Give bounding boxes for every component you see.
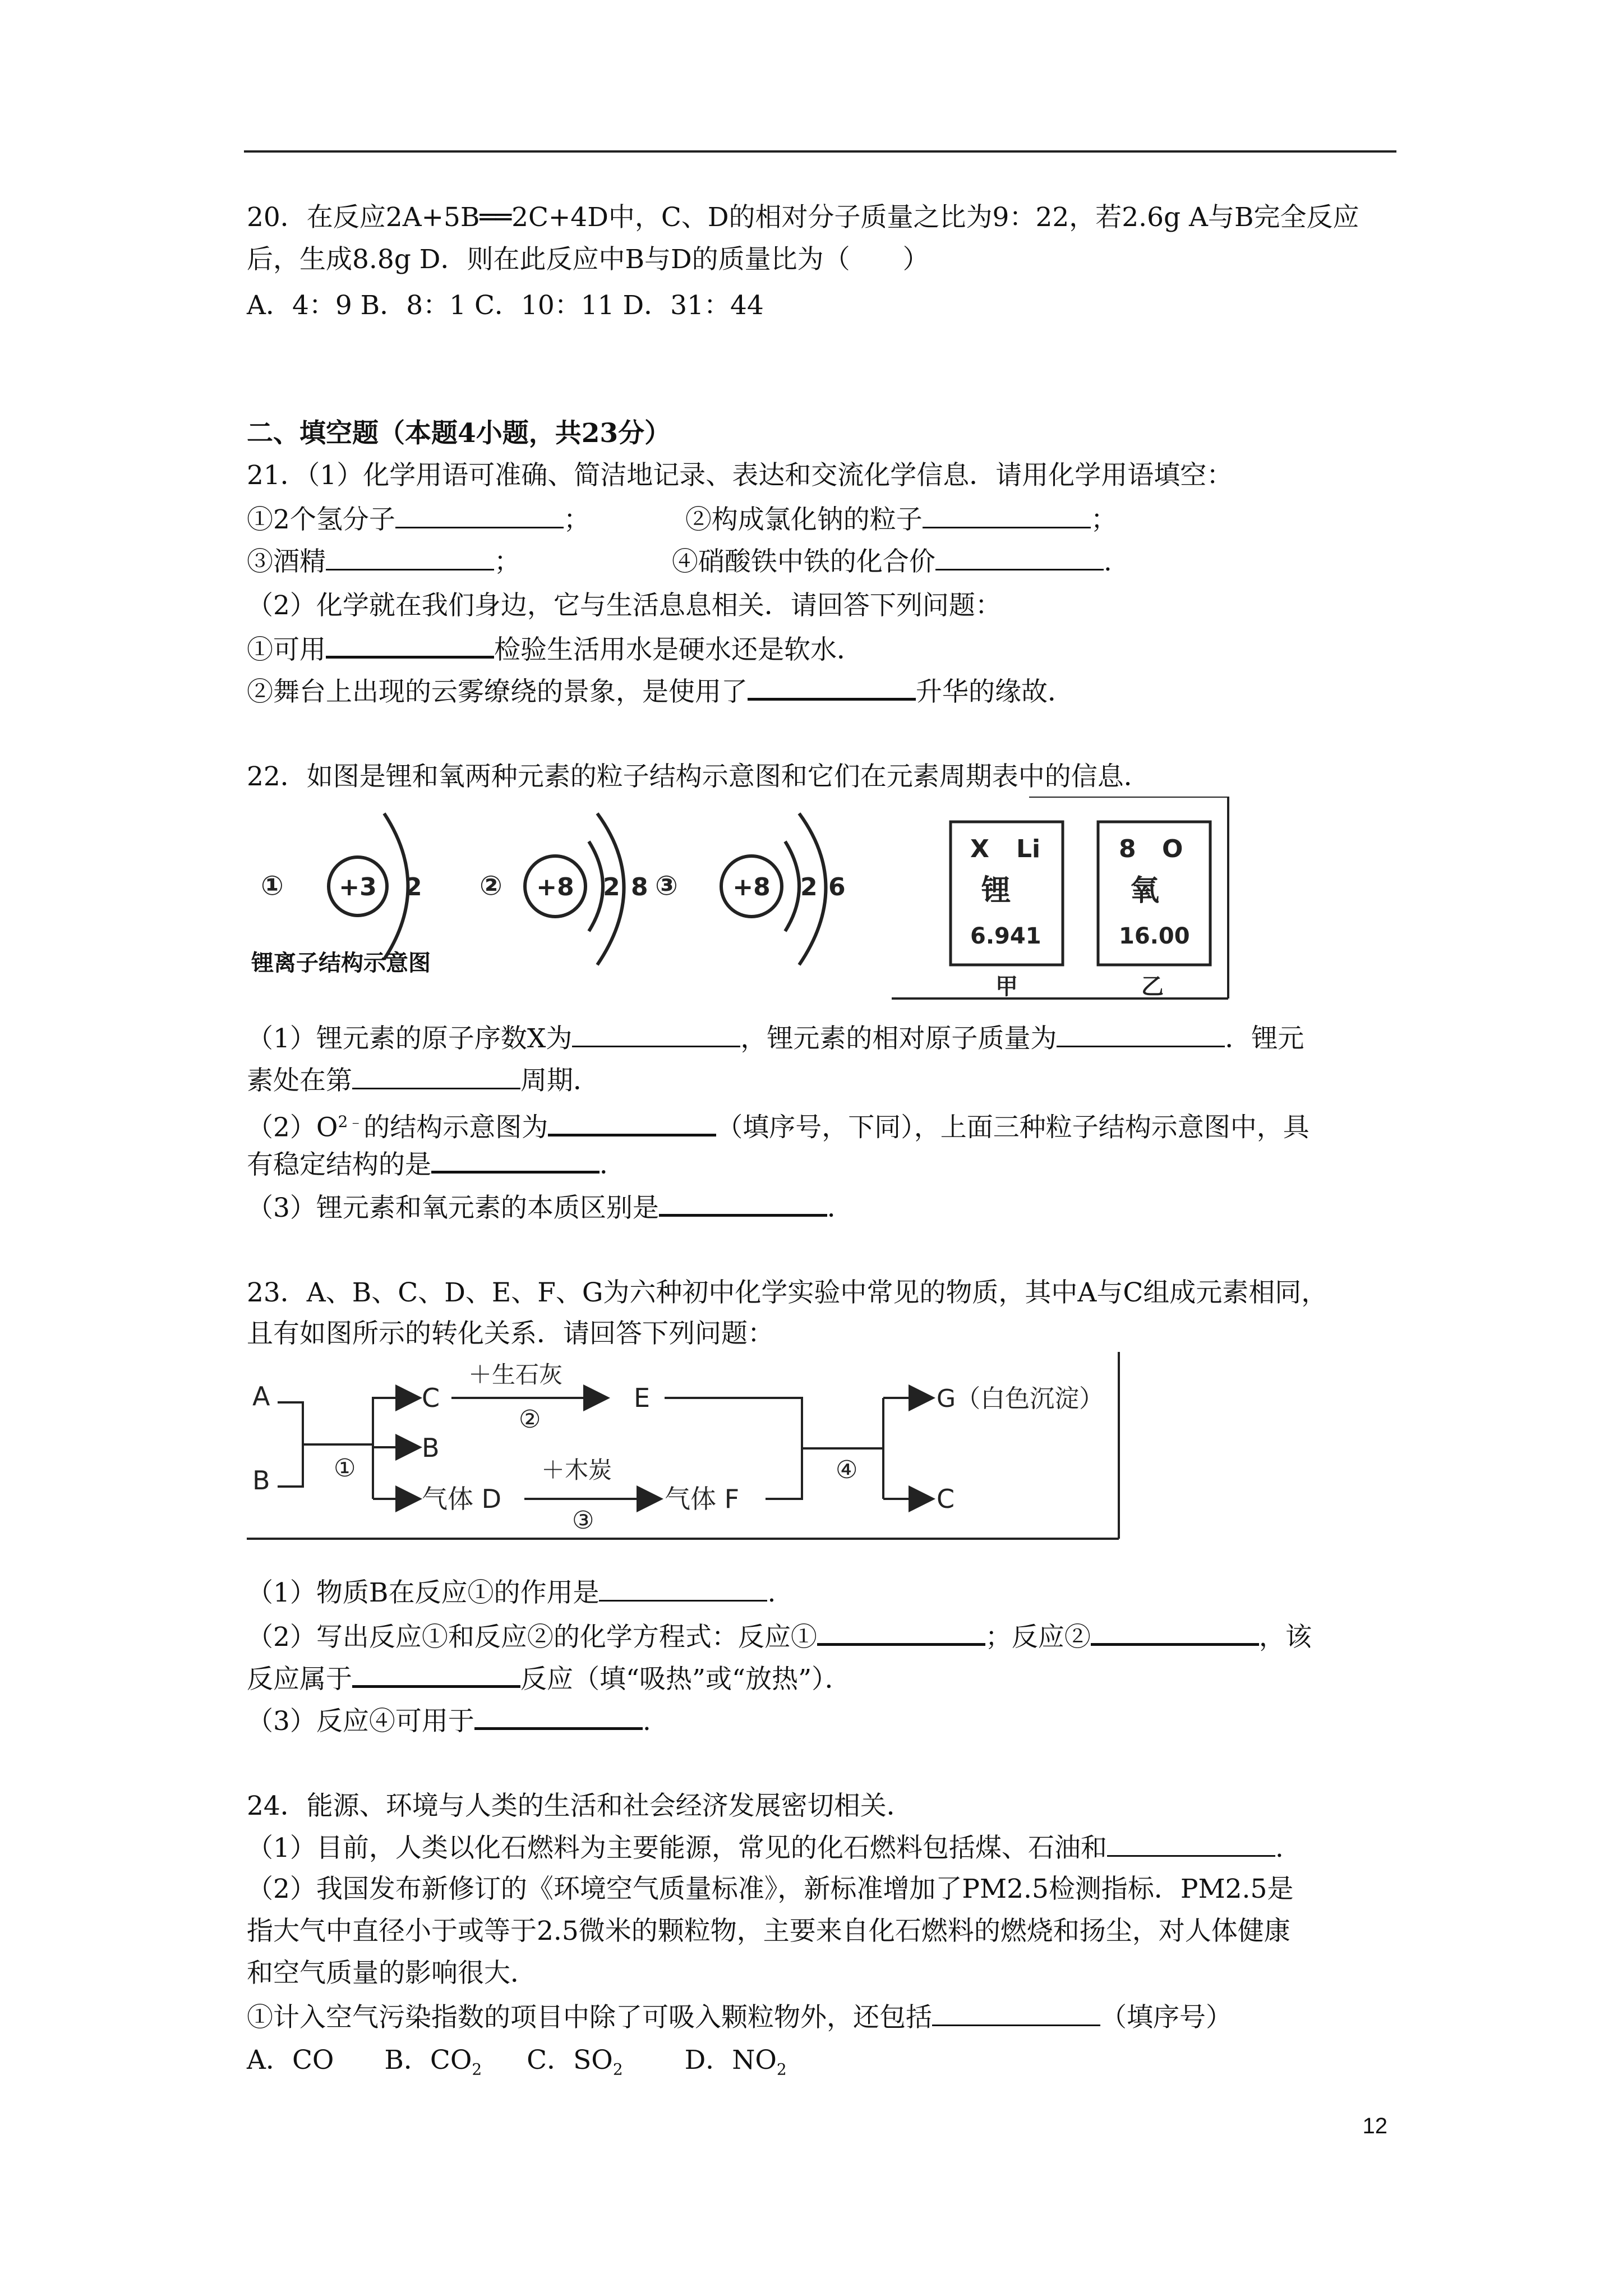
cell-li-number: X — [970, 835, 989, 863]
text: 升华的缘故． — [916, 677, 1074, 707]
separator: ； — [1090, 504, 1117, 535]
node-A: A — [252, 1381, 270, 1411]
q23-line4 — [247, 1618, 1312, 1654]
answer-blank[interactable] — [748, 673, 916, 701]
q23-line3 — [247, 1575, 776, 1610]
text: 有稳定结构的是 — [247, 1149, 431, 1180]
answer-blank[interactable] — [326, 631, 494, 659]
text: ．锂元 — [1225, 1023, 1304, 1054]
text: （2）O — [247, 1112, 338, 1143]
electrons-2-inner: 2 — [603, 873, 620, 901]
text: ；反应② — [985, 1622, 1091, 1653]
q22-line3 — [247, 1105, 1310, 1145]
q24-line1 — [247, 1830, 1284, 1865]
text: （3）反应④可用于 — [247, 1706, 474, 1737]
separator: ； — [494, 546, 520, 577]
answer-blank[interactable] — [932, 2000, 1100, 2026]
q21-item1: ①2个氢分子 — [247, 504, 395, 535]
option-b: B．CO — [384, 2045, 472, 2076]
q21-p2b — [247, 673, 1074, 709]
q24-line3: 指大气中直径小于或等于2.5微米的颗粒物，主要来自化石燃料的燃烧和扬尘，对人体健康 — [247, 1916, 1290, 1947]
q23-line2: 且有如图所示的转化关系．请回答下列问题： — [247, 1318, 774, 1349]
cell-li-symbol: Li — [1016, 835, 1041, 863]
q23-line6 — [247, 1703, 651, 1738]
subscript: 2 — [612, 2060, 623, 2079]
separator: ； — [563, 504, 590, 535]
answer-blank[interactable] — [548, 1109, 716, 1137]
label-1: ① — [261, 870, 284, 901]
text: 反应属于 — [247, 1664, 352, 1695]
answer-blank[interactable] — [572, 1021, 740, 1047]
answer-blank[interactable] — [923, 502, 1091, 528]
text: 检验生活用水是硬水还是软水． — [494, 634, 863, 665]
electrons-2-outer: 8 — [631, 873, 648, 901]
text: （1）物质B在反应①的作用是 — [247, 1577, 600, 1608]
text: （填序号） — [1100, 2002, 1232, 2033]
q21-item4: ④硝酸铁中铁的化合价 — [671, 546, 935, 577]
text: ，锂元素的相对原子质量为 — [740, 1023, 1057, 1054]
nucleus-3-charge: +8 — [732, 873, 771, 901]
option-a: A．CO — [247, 2045, 334, 2076]
cell-o-tag: 乙 — [1141, 974, 1164, 1000]
figure-caption: 锂离子结构示意图 — [251, 950, 431, 976]
text: （1）目前，人类以化石燃料为主要能源，常见的化石燃料包括煤、石油和 — [247, 1833, 1107, 1864]
q22-intro: 22．如图是锂和氧两种元素的粒子结构示意图和它们在元素周期表中的信息． — [247, 761, 1150, 792]
cell-li-name: 锂 — [981, 874, 1011, 908]
electrons-1: 2 — [405, 873, 422, 901]
text: . — [767, 1577, 776, 1608]
reaction-1: ① — [334, 1454, 356, 1483]
text: ①计入空气污染指数的项目中除了可吸入颗粒物外，还包括 — [247, 2002, 932, 2033]
q20-line2: 后，生成8.8g D．则在此反应中B与D的质量比为（ ） — [247, 244, 929, 275]
text: 反应（填“吸热”或“放热”）． — [520, 1664, 851, 1695]
text: ． — [600, 1149, 626, 1180]
answer-blank[interactable] — [352, 1063, 520, 1089]
node-gas-F: 气体 F — [665, 1484, 740, 1514]
answer-blank[interactable] — [1091, 1618, 1259, 1646]
cell-o-number: 8 — [1119, 835, 1136, 863]
q24-intro: 24．能源、环境与人类的生活和社会经济发展密切相关． — [247, 1791, 913, 1821]
reagent-lime: ＋生石灰 — [468, 1361, 563, 1388]
text: . — [1275, 1833, 1284, 1864]
node-B: B — [252, 1465, 270, 1496]
answer-blank[interactable] — [935, 544, 1104, 570]
q22-line5 — [247, 1189, 854, 1225]
q21-item3: ③酒精 — [247, 546, 326, 577]
text: ． — [827, 1193, 854, 1223]
q20-line1: 20．在反应2A+5B══2C+4D中，C、D的相对分子质量之比为9：22，若2.6g A与B完全反应 — [247, 202, 1359, 233]
cell-li-tag: 甲 — [995, 974, 1018, 1000]
q21-row1 — [247, 502, 1117, 537]
q21-part2: （2）化学就在我们身边，它与生活息息相关．请回答下列问题： — [247, 590, 1002, 621]
shell-arc — [785, 841, 799, 931]
reagent-carbon: ＋木炭 — [541, 1456, 612, 1484]
q23-line1: 23．A、B、C、D、E、F、G为六种初中化学实验中常见的物质，其中A与C组成元素相同， — [247, 1277, 1328, 1308]
q21-intro: 21．（1）化学用语可准确、简洁地记录、表达和交流化学信息．请用化学用语填空： — [247, 460, 1233, 491]
node-gas-D: 气体 D — [422, 1484, 502, 1514]
text: . — [642, 1706, 651, 1737]
atom-structure-figure — [247, 797, 1234, 1004]
q20-options: A．4：9 B．8：1 C．10：11 D．31：44 — [247, 290, 764, 321]
option-d: D．NO — [684, 2045, 777, 2076]
answer-blank[interactable] — [474, 1703, 643, 1730]
subscript: 2 — [776, 2060, 787, 2079]
q24-line4: 和空气质量的影响很大． — [247, 1958, 537, 1989]
cell-li-mass: 6.941 — [970, 923, 1041, 949]
answer-blank[interactable] — [817, 1618, 985, 1646]
cell-o-mass: 16.00 — [1119, 923, 1190, 949]
nucleus-1-charge: +3 — [339, 873, 377, 901]
q24-options — [247, 2044, 787, 2086]
text: ①可用 — [247, 634, 326, 665]
option-c: C．SO — [527, 2045, 613, 2076]
answer-blank[interactable] — [395, 502, 564, 528]
node-B-out: B — [422, 1433, 440, 1463]
text: 素处在第 — [247, 1065, 352, 1096]
label-3: ③ — [655, 870, 678, 901]
node-G: G（白色沉淀） — [937, 1384, 1104, 1413]
reaction-4: ④ — [836, 1456, 858, 1484]
cell-o-symbol: O — [1162, 835, 1183, 863]
answer-blank[interactable] — [431, 1146, 600, 1174]
q24-line5 — [247, 2000, 1232, 2035]
text: ②舞台上出现的云雾缭绕的景象，是使用了 — [247, 677, 748, 707]
text: （1）锂元素的原子序数X为 — [247, 1023, 573, 1054]
text: （填序号，下同），上面三种粒子结构示意图中，具 — [716, 1112, 1310, 1143]
electrons-3-inner: 2 — [800, 873, 818, 901]
text: 周期． — [520, 1065, 600, 1096]
q21-item2: ②构成氯化钠的粒子 — [685, 504, 923, 535]
page-number: 12 — [1362, 2114, 1387, 2138]
q21-p2a — [247, 631, 863, 667]
answer-blank[interactable] — [1057, 1021, 1225, 1047]
text: 的结构示意图为 — [363, 1112, 548, 1143]
nucleus-2-charge: +8 — [536, 873, 574, 901]
answer-blank[interactable] — [326, 544, 494, 570]
label-2: ② — [479, 870, 502, 901]
q24-line2: （2）我国发布新修订的《环境空气质量标准》，新标准增加了PM2.5检测指标．PM2.5是 — [247, 1874, 1294, 1904]
node-E: E — [634, 1383, 651, 1413]
q22-line4 — [247, 1146, 626, 1182]
answer-blank[interactable] — [1107, 1830, 1275, 1857]
shell-arc — [589, 841, 603, 931]
transformation-diagram — [247, 1352, 1122, 1543]
header-rule — [244, 150, 1396, 153]
node-C: C — [422, 1383, 440, 1413]
node-C-out: C — [937, 1484, 955, 1514]
text: （3）锂元素和氧元素的本质区别是 — [247, 1193, 659, 1223]
reaction-3: ③ — [572, 1506, 594, 1535]
text: ，该 — [1258, 1622, 1312, 1653]
subscript: 2 — [472, 2060, 482, 2079]
electrons-3-outer: 6 — [828, 873, 846, 901]
q22-line2 — [247, 1063, 600, 1098]
answer-blank[interactable] — [352, 1660, 520, 1688]
superscript: 2﹣ — [338, 1112, 364, 1131]
reaction-2: ② — [519, 1405, 541, 1434]
bracket — [278, 1402, 303, 1487]
section-title: 二、填空题（本题4小题，共23分） — [247, 418, 671, 449]
answer-blank[interactable] — [599, 1575, 767, 1602]
q23-line5 — [247, 1660, 851, 1696]
separator: . — [1103, 546, 1112, 577]
text: （2）写出反应①和反应②的化学方程式：反应① — [247, 1622, 817, 1653]
q22-line1 — [247, 1021, 1304, 1056]
cell-o-name: 氧 — [1130, 874, 1160, 908]
q21-row2 — [247, 544, 1112, 579]
answer-blank[interactable] — [659, 1189, 827, 1217]
